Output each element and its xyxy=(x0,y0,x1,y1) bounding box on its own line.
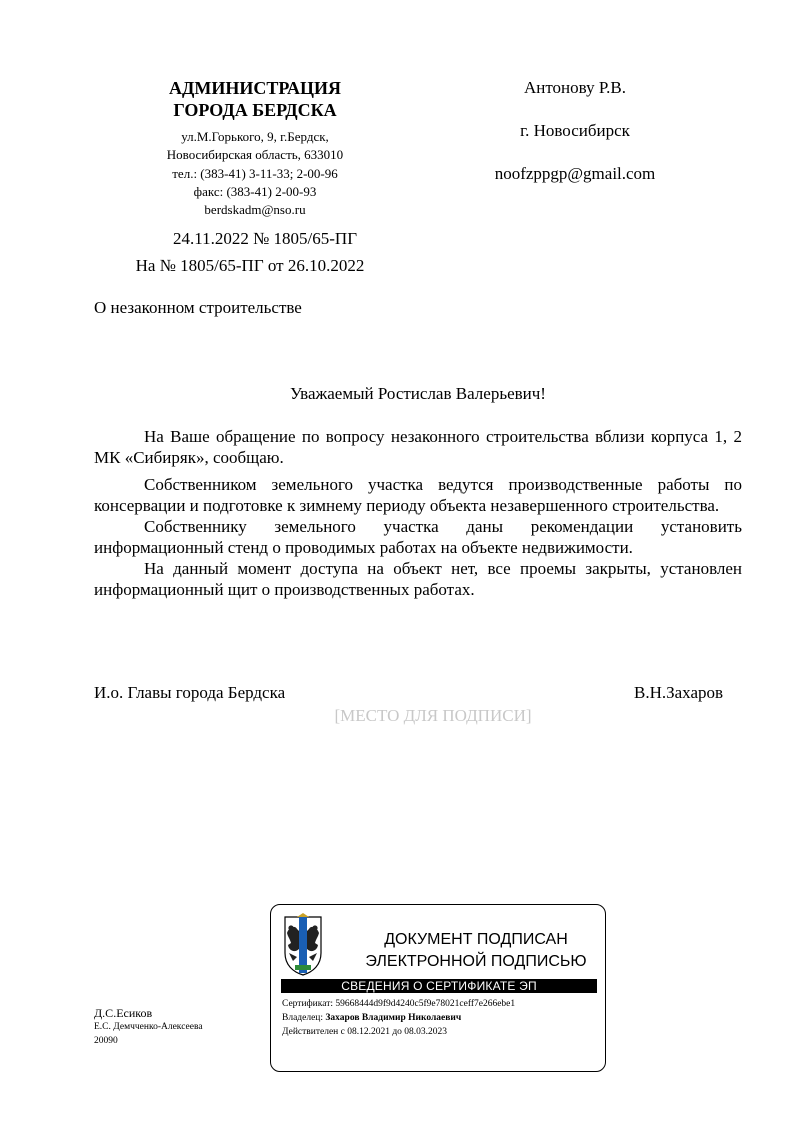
coexecutor-name: Е.С. Демчченко-Алексеева xyxy=(94,1022,203,1032)
signature-placeholder: [МЕСТО ДЛЯ ПОДПИСИ] xyxy=(334,706,532,725)
validity-line: Действителен с 08.12.2021 до 08.03.2023 xyxy=(282,1027,448,1037)
owner-label: Владелец: xyxy=(282,1013,324,1023)
sender-phone: тел.: (383-41) 3-11-33; 2-00-96 xyxy=(172,165,338,181)
letter-greeting: Уважаемый Ростислав Валерьевич! xyxy=(290,384,546,403)
letter-body xyxy=(94,426,742,606)
owner-value: Захаров Владимир Николаевич xyxy=(325,1013,462,1023)
stamp-title xyxy=(351,929,601,973)
recipient-email: noofzppgp@gmail.com xyxy=(494,164,656,183)
certificate-line xyxy=(282,998,515,1010)
certificate-header-bar: СВЕДЕНИЯ О СЕРТИФИКАТЕ ЭП xyxy=(281,979,597,993)
registration-reference: На № 1805/65-ПГ от 26.10.2022 xyxy=(135,256,365,275)
executor-info xyxy=(94,1006,203,1048)
signatory-position: И.о. Главы города Бердска xyxy=(94,683,286,702)
signatory-name: В.Н.Захаров xyxy=(634,683,724,702)
org-name-line2: ГОРОДА БЕРДСКА xyxy=(173,100,337,120)
registration-date-number: 24.11.2022 № 1805/65-ПГ xyxy=(172,229,358,248)
sender-organization xyxy=(100,77,410,121)
sender-fax: факс: (383-41) 2-00-93 xyxy=(193,183,317,199)
sender-address-line2: Новосибирская область, 633010 xyxy=(166,147,344,163)
body-paragraph: Собственнику земельного участка даны рекомендации установить информационный стенд о проводимых работах на объекте недвижимости. xyxy=(94,517,742,557)
owner-line xyxy=(282,1012,461,1024)
body-paragraph: Собственником земельного участка ведутся производственные работы по консервации и подготовке к зимнему периоду объекта незавершенного строительства. xyxy=(94,475,742,515)
executor-name: Д.С.Есиков xyxy=(94,1006,153,1020)
recipient-name: Антонову Р.В. xyxy=(523,78,627,97)
certificate-label: Сертификат: xyxy=(282,999,334,1009)
recipient-city: г. Новосибирск xyxy=(520,121,630,140)
body-paragraph: На данный момент доступа на объект нет, все проемы закрыты, установлен информационный щит о производственных работах. xyxy=(94,559,742,599)
letter-subject: О незаконном строительстве xyxy=(94,298,302,317)
stamp-title-line1: ДОКУМЕНТ ПОДПИСАН xyxy=(384,931,568,948)
novosibirsk-coat-of-arms-icon xyxy=(279,913,327,977)
stamp-title-line2: ЭЛЕКТРОННОЙ ПОДПИСЬЮ xyxy=(365,953,587,970)
sender-email: berdskadm@nso.ru xyxy=(204,202,306,218)
executor-phone: 20090 xyxy=(94,1036,118,1046)
body-paragraph: На Ваше обращение по вопросу незаконного строительства вблизи корпуса 1, 2 МК «Сибиряк», сообщаю. xyxy=(94,427,742,467)
org-name-line1: АДМИНИСТРАЦИЯ xyxy=(168,78,342,98)
electronic-signature-stamp xyxy=(270,904,606,1072)
sender-contacts xyxy=(100,128,410,219)
certificate-value: 59668444d9f9d4240c5f9e78021ceff7e266ebe1 xyxy=(335,999,516,1009)
sender-address-line1: ул.М.Горького, 9, г.Бердск, xyxy=(181,129,329,144)
